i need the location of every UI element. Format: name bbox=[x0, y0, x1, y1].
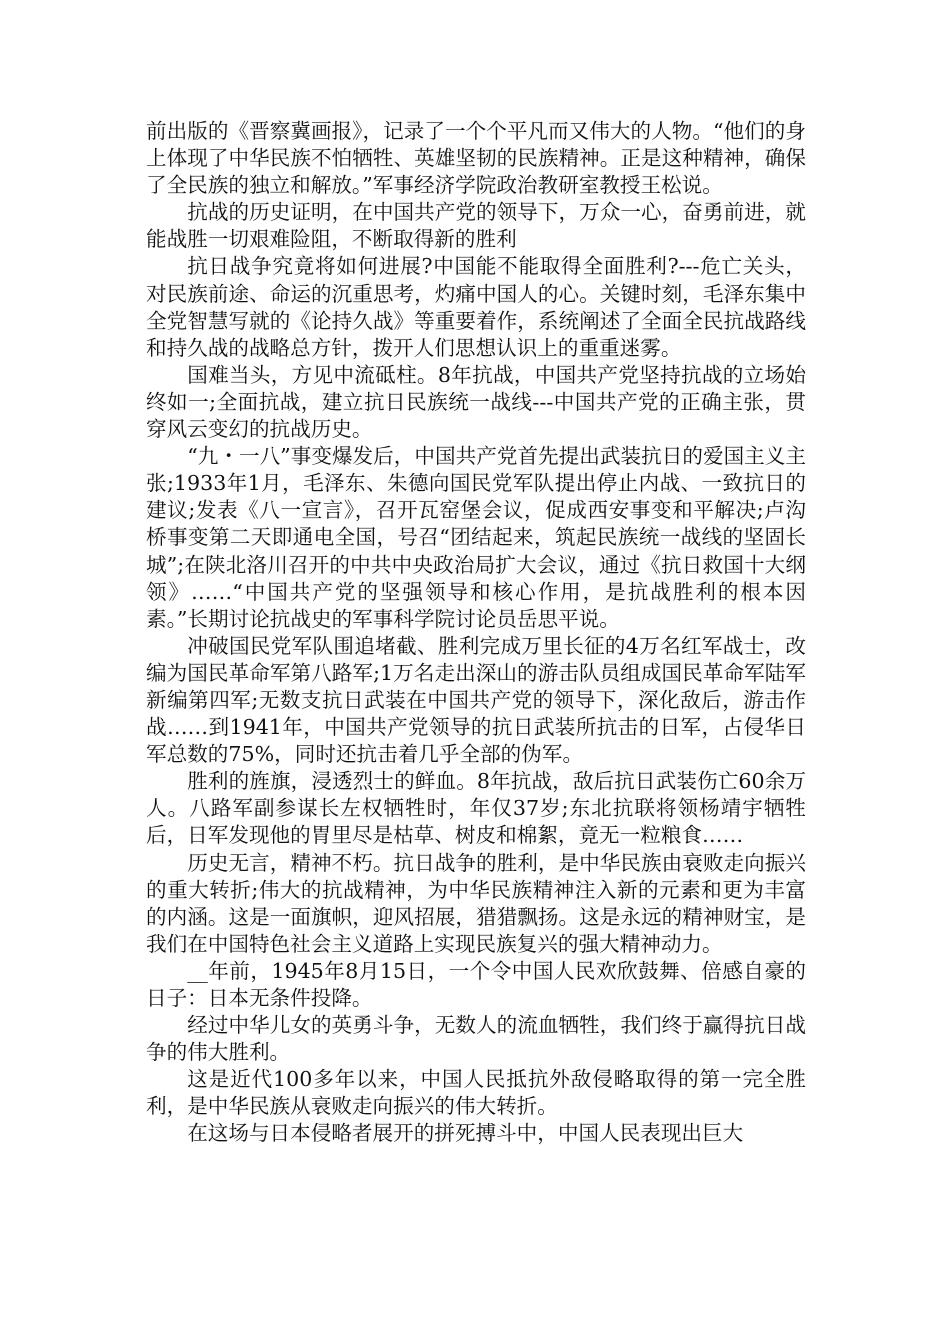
paragraph-11: 这是近代100多年以来，中国人民抵抗外敌侵略取得的第一完全胜利，是中华民族从衰败走向振兴的伟大转折。 bbox=[146, 1067, 806, 1119]
paragraph-9: __年前，1945年8月15日，一个令中国人民欢欣鼓舞、倍感自豪的日子：日本无条件投降。 bbox=[146, 958, 806, 1010]
paragraph-5: “九・一八”事变爆发后，中国共产党首先提出武装抗日的爱国主义主张;1933年1月，毛泽东、朱德向国民党军队提出停止内战、一致抗日的建议;发表《八一宣言》，召开瓦窑堡会议，促成西安事变和平解决;卢沟桥事变第二天即通电全国，号召“团结起来，筑起民族统一战线的坚固长城”;在陕北洛川召开的中共中央政治局扩大会议，通过《抗日救国十大纲领》……“中国共产党的坚强领导和核心作用，是抗战胜利的根本因素。”长期讨论抗战史的军事科学院讨论员岳思平说。 bbox=[146, 444, 806, 631]
paragraph-12: 在这场与日本侵略者展开的拼死搏斗中，中国人民表现出巨大 bbox=[187, 1121, 744, 1146]
document-page bbox=[146, 118, 806, 1148]
paragraph-1: 前出版的《晋察冀画报》，记录了一个个平凡而又伟大的人物。“他们的身上体现了中华民族不怕牺牲、英雄坚韧的民族精神。正是这种精神，确保了全民族的独立和解放。”军事经济学院政治教研室教授王松说。 bbox=[146, 119, 806, 198]
paragraph-6: 冲破国民党军队围追堵截、胜利完成万里长征的4万名红军战士，改编为国民革命军第八路军;1万名走出深山的游击队员组成国民革命军陆军新编第四军;无数支抗日武装在中国共产党的领导下，深化敌后，游击作战……到1941年，中国共产党领导的抗日武装所抗击的日军，占侵华日军总数的75%，同时还抗击着几乎全部的伪军。 bbox=[146, 633, 806, 767]
paragraph-2: 抗战的历史证明，在中国共产党的领导下，万众一心，奋勇前进，就能战胜一切艰难险阻，不断取得新的胜利 bbox=[146, 200, 806, 252]
paragraph-8: 历史无言，精神不朽。抗日战争的胜利，是中华民族由衰败走向振兴的重大转折;伟大的抗战精神，为中华民族精神注入新的元素和更为丰富的内涵。这是一面旗帜，迎风招展，猎猎飘扬。这是永远的精神财宝，是我们在中国特色社会主义道路上实现民族复兴的强大精神动力。 bbox=[146, 850, 806, 956]
paragraph-3: 抗日战争究竟将如何进展?中国能不能取得全面胜利?---危亡关头，对民族前途、命运的沉重思考，灼痛中国人的心。关键时刻，毛泽东集中全党智慧写就的《论持久战》等重要着作，系统阐述了全面全民抗战路线和持久战的战略总方针，拨开人们思想认识上的重重迷雾。 bbox=[146, 254, 806, 360]
paragraph-10: 经过中华儿女的英勇斗争，无数人的流血牺牲，我们终于赢得抗日战争的伟大胜利。 bbox=[146, 1013, 806, 1065]
paragraph-4: 国难当头，方见中流砥柱。8年抗战，中国共产党坚持抗战的立场始终如一;全面抗战，建立抗日民族统一战线---中国共产党的正确主张，贯穿风云变幻的抗战历史。 bbox=[146, 362, 806, 442]
paragraph-7: 胜利的旌旗，浸透烈士的鲜血。8年抗战，敌后抗日武装伤亡60余万人。八路军副参谋长左权牺牲时，年仅37岁;东北抗联将领杨靖宇牺牲后，日军发现他的胃里尽是枯草、树皮和棉絮，竟无一粒粮食…… bbox=[146, 769, 806, 848]
